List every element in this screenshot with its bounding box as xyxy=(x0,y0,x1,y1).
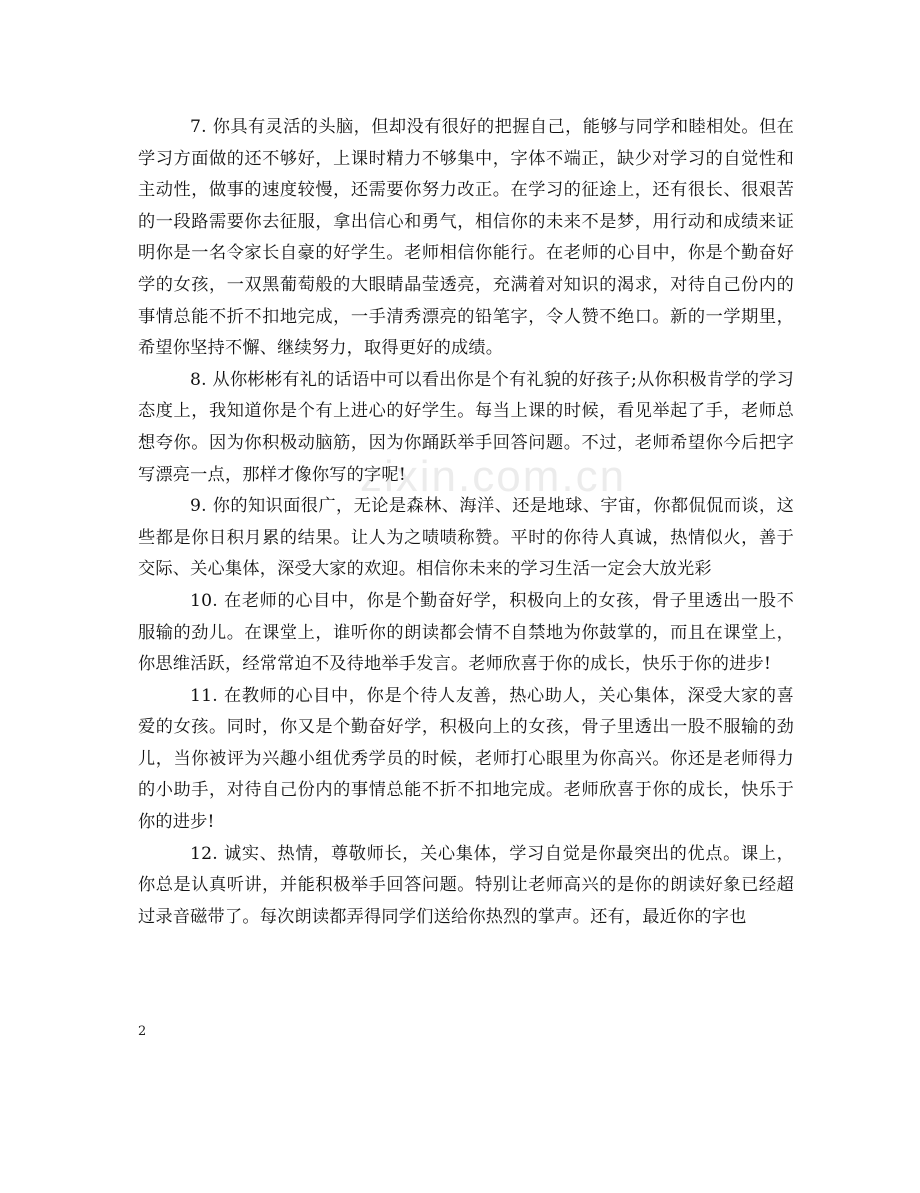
document-body xyxy=(138,112,794,933)
page-number: 2 xyxy=(138,1024,147,1039)
paragraph-8: 8. 从你彬彬有礼的话语中可以看出你是个有礼貌的好孩子;从你积极肯学的学习态度上，我知道你是个有上进心的好学生。每当上课的时候，看见举起了手，老师总想夸你。因为你积极动脑筋，因为你踊跃举手回答问题。不过，老师希望你今后把字写漂亮一点，那样才像你写的字呢! xyxy=(138,369,794,485)
watermark: zixin.com.cn xyxy=(360,452,627,501)
paragraph-7: 7. 你具有灵活的头脑，但却没有很好的把握自己，能够与同学和睦相处。但在学习方面做的还不够好，上课时精力不够集中，字体不端正，缺少对学习的自觉性和主动性，做事的速度较慢，还需要你努力改正。在学习的征途上，还有很长、很艰苦的一段路需要你去征服，拿出信心和勇气，相信你的未来不是梦，用行动和成绩来证明你是一名令家长自豪的好学生。老师相信你能行。在老师的心目中，你是个勤奋好学的女孩，一双黑葡萄般的大眼睛晶莹透亮，充满着对知识的渴求，对待自己份内的事情总能不折不扣地完成，一手清秀漂亮的铅笔字，令人赞不绝口。新的一学期里，希望你坚持不懈、继续努力，取得更好的成绩。 xyxy=(138,117,794,359)
paragraph-9: 9. 你的知识面很广，无论是森林、海洋、还是地球、宇宙，你都侃侃而谈，这些都是你日积月累的结果。让人为之啧啧称赞。平时的你待人真诚，热情似火，善于交际、关心集体，深受大家的欢迎。相信你未来的学习生活一定会大放光彩 xyxy=(138,496,794,580)
paragraph-10: 10. 在老师的心目中，你是个勤奋好学，积极向上的女孩，骨子里透出一股不服输的劲儿。在课堂上，谁听你的朗读都会情不自禁地为你鼓掌的，而且在课堂上，你思维活跃，经常常迫不及待地举手发言。老师欣喜于你的成长，快乐于你的进步! xyxy=(138,590,794,675)
paragraph-12: 12. 诚实、热情，尊敬师长，关心集体，学习自觉是你最突出的优点。课上，你总是认真听讲，并能积极举手回答问题。特别让老师高兴的是你的朗读好象已经超过录音磁带了。每次朗读都弄得同学们送给你热烈的掌声。还有，最近你的字也 xyxy=(138,843,794,927)
paragraph-11: 11. 在教师的心目中，你是个待人友善，热心助人，关心集体，深受大家的喜爱的女孩。同时，你又是个勤奋好学，积极向上的女孩，骨子里透出一股不服输的劲儿，当你被评为兴趣小组优秀学员的时候，老师打心眼里为你高兴。你还是老师得力的小助手，对待自己份内的事情总能不折不扣地完成。老师欣喜于你的成长，快乐于你的进步! xyxy=(138,685,794,833)
